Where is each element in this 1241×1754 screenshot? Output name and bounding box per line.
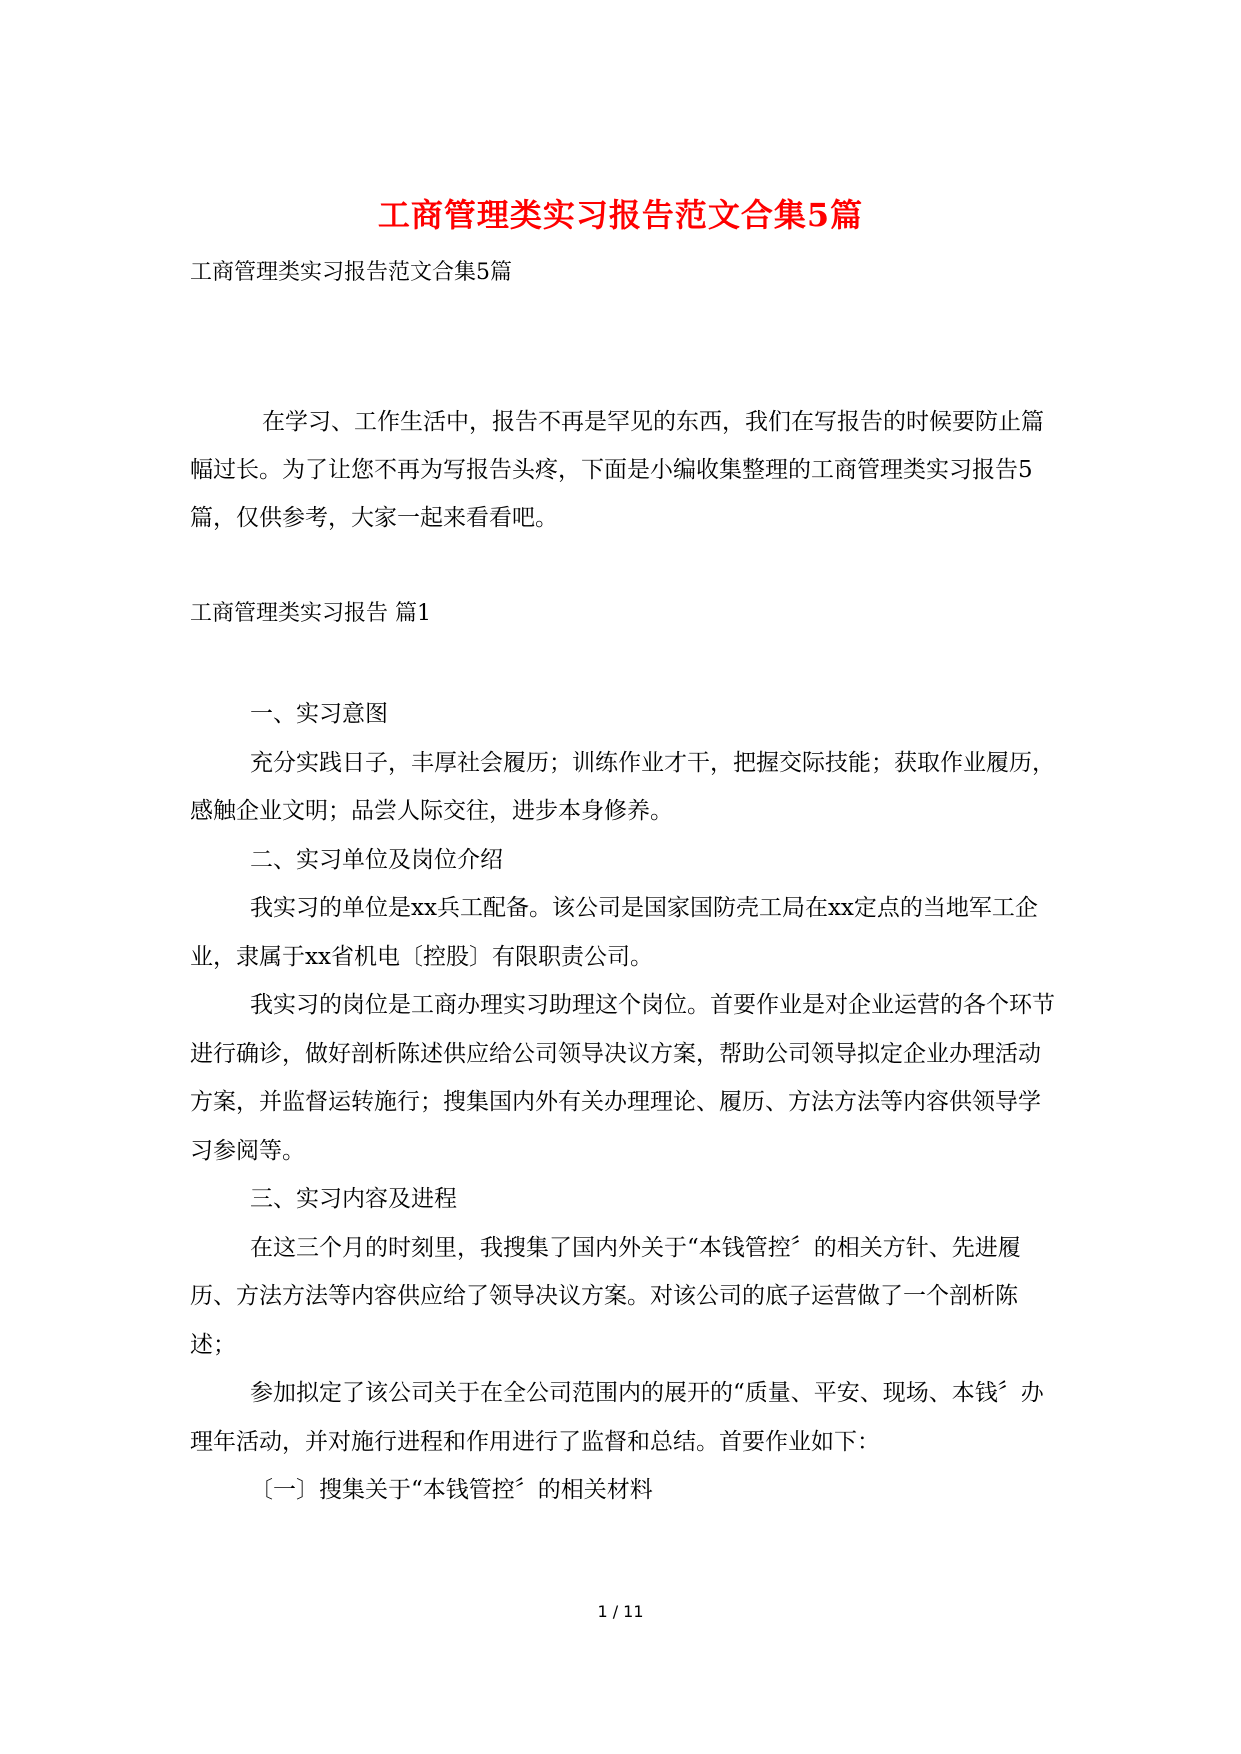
heading-content-process: 三、实习内容及进程 (250, 1186, 457, 1212)
subheading-collect-materials: 〔一〕搜集关于“本钱管控〞的相关材料 (250, 1477, 653, 1503)
heading-purpose: 一、实习意图 (250, 701, 388, 727)
paragraph-content-2: 参加拟定了该公司关于在全公司范围内的展开的“质量、平安、现场、本钱〞办理年活动，并对施行进程和作用进行了监督和总结。首要作业如下： (190, 1380, 1044, 1455)
section-content (190, 690, 1060, 1515)
paragraph-unit: 我实习的单位是xx兵工配备。该公司是国家国防壳工局在xx定点的当地军工企业，隶属于xx省机电〔控股〕有限职责公司。 (190, 895, 1038, 970)
paragraph-purpose: 充分实践日子，丰厚社会履历；训练作业才干，把握交际技能；获取作业履历，感触企业文明；品尝人际交往，进步本身修养。 (190, 749, 1055, 824)
document-title: 工商管理类实习报告范文合集5篇 (377, 196, 864, 234)
heading-unit-intro: 二、实习单位及岗位介绍 (250, 846, 503, 873)
document-subtitle: 工商管理类实习报告范文合集5篇 (190, 260, 512, 285)
page-number: 1 / 11 (597, 1602, 644, 1621)
intro-paragraph: 在学习、工作生活中，报告不再是罕见的东西，我们在写报告的时候要防止篇幅过长。为了让您不再为写报告头疼，下面是小编收集整理的工商管理类实习报告5篇，仅供参考，大家一起来看看吧。 (190, 409, 1044, 531)
section-title: 工商管理类实习报告 篇1 (190, 601, 431, 626)
paragraph-position: 我实习的岗位是工商办理实习助理这个岗位。首要作业是对企业运营的各个环节进行确诊，做好剖析陈述供应给公司领导决议方案，帮助公司领导拟定企业办理活动方案，并监督运转施行；搜集国内外有关办理理论、履历、方法方法等内容供领导学习参阅等。 (190, 992, 1055, 1164)
paragraph-content-1: 在这三个月的时刻里，我搜集了国内外关于“本钱管控〞的相关方针、先进履历、方法方法等内容供应给了领导决议方案。对该公司的底子运营做了一个剖析陈述； (190, 1234, 1021, 1358)
